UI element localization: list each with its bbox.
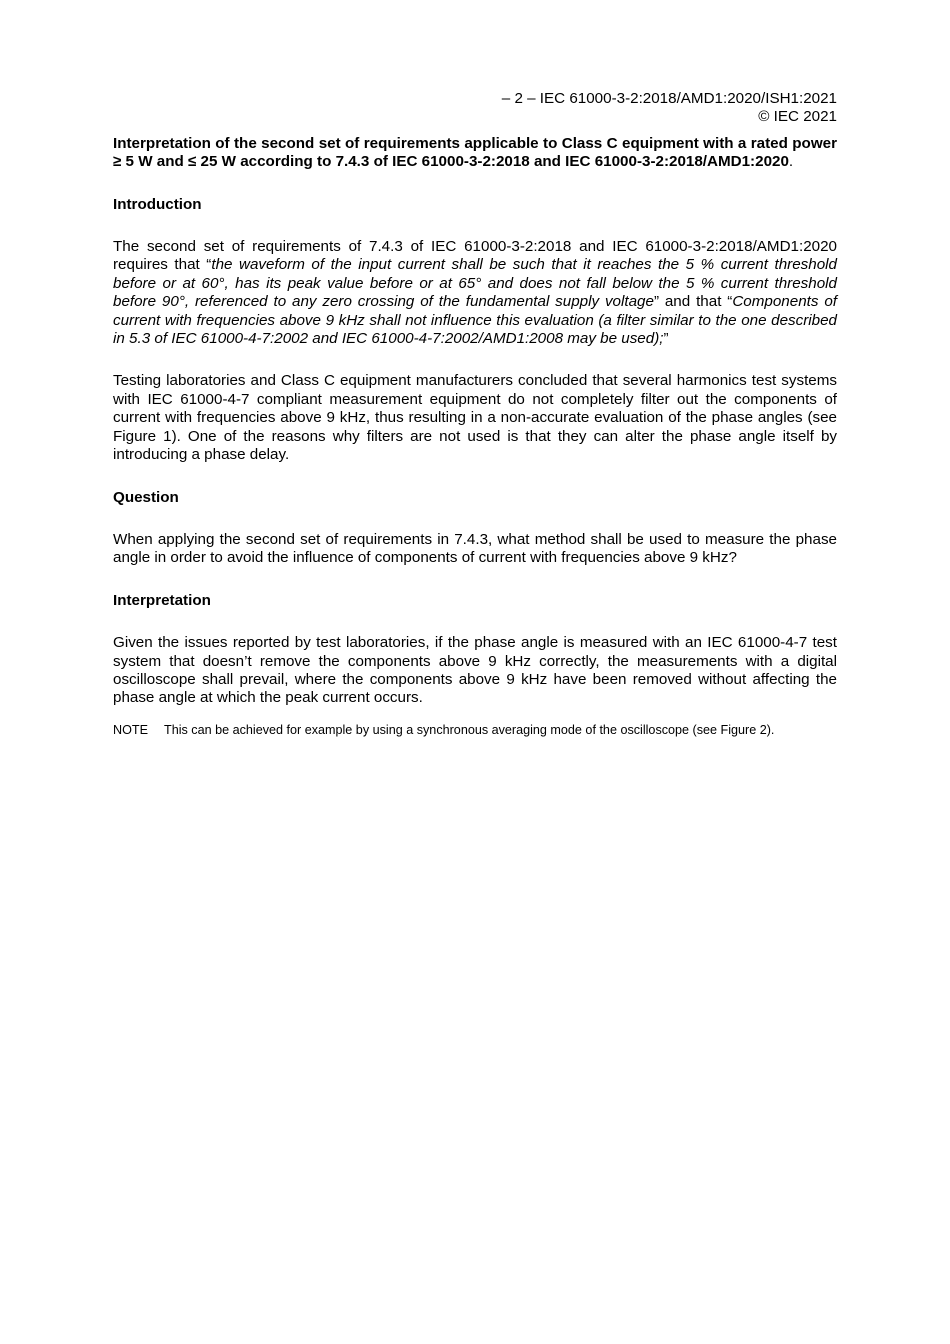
introduction-paragraph-1 (113, 238, 837, 348)
question-paragraph: When applying the second set of requirements in 7.4.3, what method shall be used to measure the phase angle in order to avoid the influence of components of current with frequencies above 9 kHz? (113, 530, 837, 567)
introduction-heading: Introduction (113, 195, 202, 213)
note-label: NOTE (113, 722, 148, 737)
interpretation-paragraph: Given the issues reported by test laboratories, if the phase angle is measured with an IEC 61000-4-7 test system that doesn’t remove the components above 9 kHz correctly, the measurements with a digital oscilloscope shall prevail, where the components above 9 kHz have been removed without affecting the phase angle at which the peak current occurs. (113, 634, 837, 707)
intro-p1-quote-2: Components of current with frequencies above 9 kHz shall not influence this evaluation (a filter similar to the one described in 5.3 of IEC 61000-4-7:2002 and IEC 61000-4-7:2002/AMD1:2008 may be used); (113, 293, 837, 348)
intro-p1-quote-1: the waveform of the input current shall be such that it reaches the 5 % current threshold before or at 60°, has its peak value before or at 65° and does not fall below the 5 % current threshold before 90°, referenced to any zero crossing of the fundamental supply voltage (113, 256, 837, 311)
introduction-paragraph-2: Testing laboratories and Class C equipment manufacturers concluded that several harmonics test systems with IEC 61000-4-7 compliant measurement equipment do not completely filter out the components of current with frequencies above 9 kHz, thus resulting in a non-accurate evaluation of the phase angles (see Figure 1). One of the reasons why filters are not used is that they can alter the phase angle itself by introducing a phase delay. (113, 372, 837, 464)
header-document-id: – 2 – IEC 61000-3-2:2018/AMD1:2020/ISH1:2021 (501, 90, 837, 107)
header-copyright: © IEC 2021 (758, 108, 837, 126)
title-text: Interpretation of the second set of requirements applicable to Class C equipment with a rated power ≥ 5 W and ≤ 25 W according to 7.4.3 of IEC 61000-3-2:2018 and IEC 61000-3-2:2018/AMD1:2020 (113, 134, 837, 171)
document-title (113, 135, 837, 172)
question-heading: Question (113, 488, 179, 506)
intro-p1-text-e: ” (663, 330, 669, 348)
page-header (113, 90, 837, 127)
document-page (113, 90, 837, 738)
interpretation-heading: Interpretation (113, 591, 211, 609)
intro-p1-text-a: The second set of requirements of 7.4.3 of IEC 61000-3-2:2018 and IEC 61000-3-2:2018/AMD1:2020 requires that “ (113, 238, 837, 274)
title-period: . (788, 153, 794, 171)
interpretation-note (113, 722, 837, 738)
note-text: This can be achieved for example by using a synchronous averaging mode of the oscilloscope (see Figure 2). (164, 722, 775, 737)
intro-p1-text-c: ” and that “ (653, 293, 733, 311)
